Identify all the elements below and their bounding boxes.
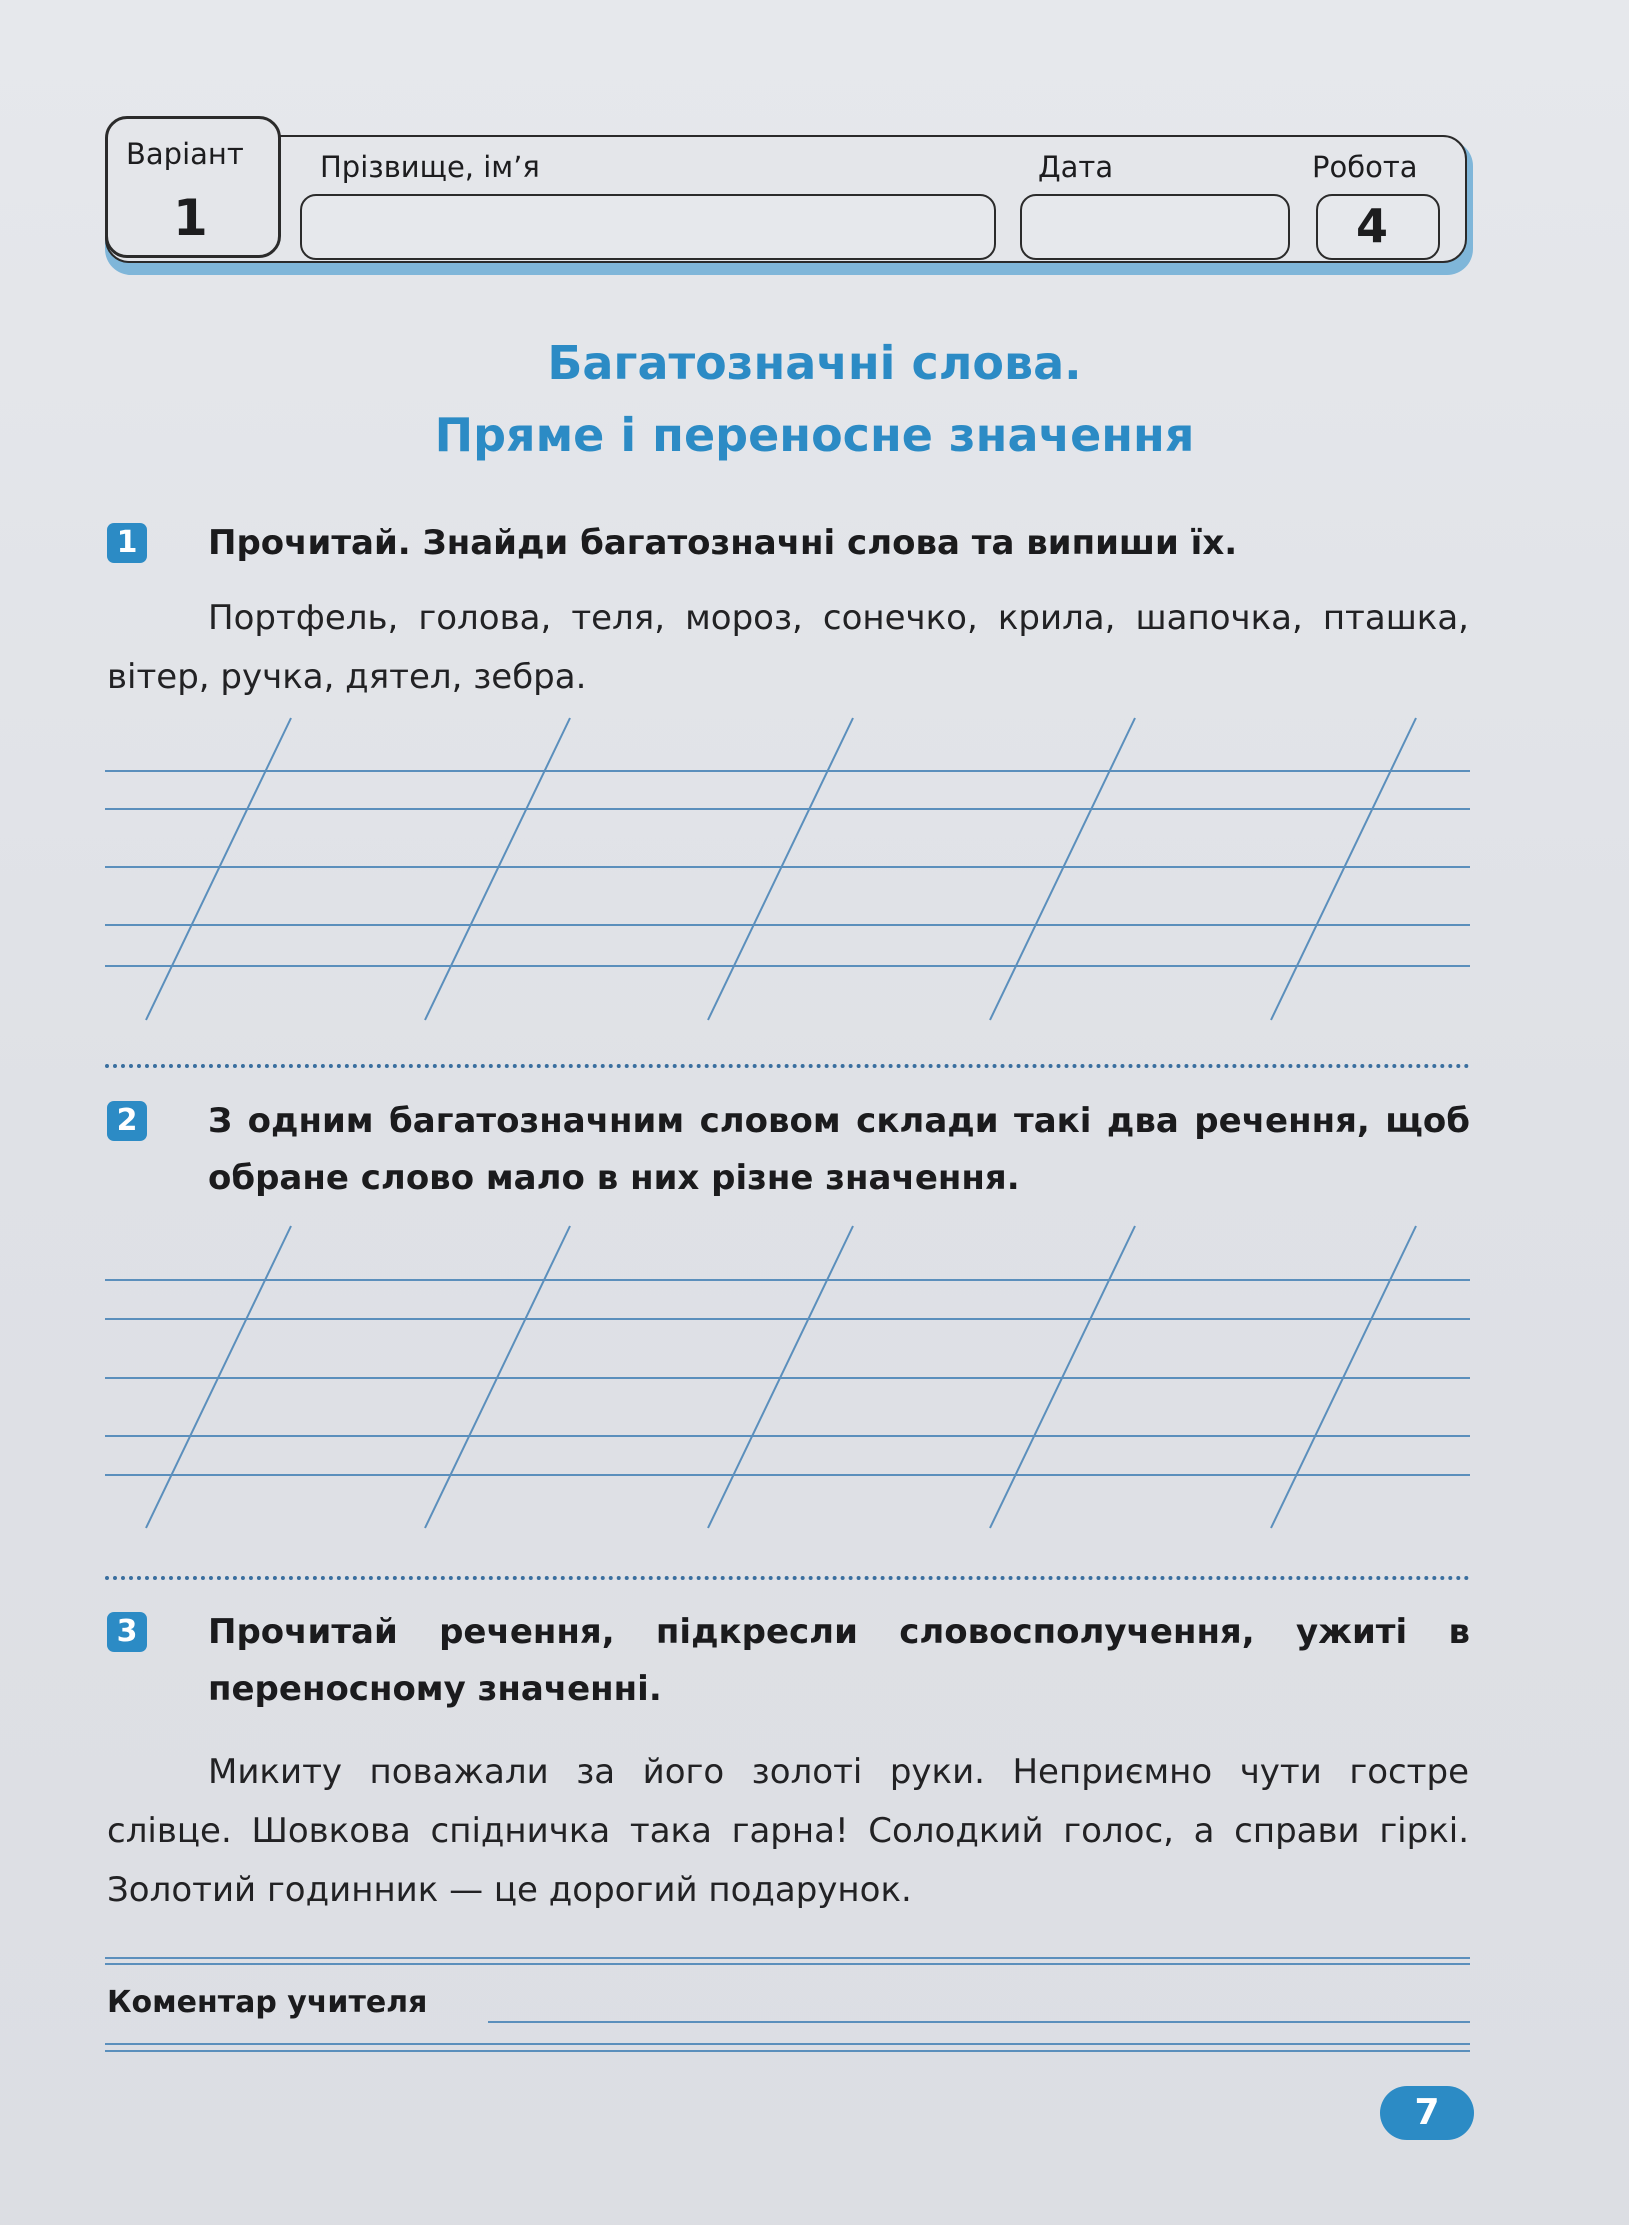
- task-3-instruction: Прочитай речення, підкресли словосполучення, ужиті в переносному значенні.: [208, 1612, 1470, 1709]
- page-title-line-2: Пряме і переносне значення: [434, 408, 1195, 462]
- teacher-comment-label: Коментар учителя: [107, 1985, 428, 2020]
- task-1-instruction: Прочитай. Знайди багатозначні слова та випиши їх.: [208, 523, 1238, 563]
- task-1-badge: 1: [107, 523, 147, 563]
- page-title-line-1: Багатозначні слова.: [547, 336, 1082, 390]
- writing-line[interactable]: [105, 1377, 1470, 1379]
- name-label: Прізвище, ім’я: [320, 150, 540, 184]
- slant-line: [146, 718, 291, 1020]
- variant-number: 1: [173, 189, 208, 247]
- writing-line[interactable]: [105, 1435, 1470, 1437]
- slant-line: [708, 718, 853, 1020]
- teacher-comment-field[interactable]: [488, 2021, 1470, 2023]
- page-number-badge: 7: [1380, 2086, 1474, 2140]
- dotted-divider: [105, 1576, 1470, 1580]
- task-3-badge: 3: [107, 1612, 147, 1652]
- footer-top-line: [105, 1963, 1470, 1965]
- footer-bottom-line: [105, 2050, 1470, 2052]
- slant-line: [425, 718, 570, 1020]
- task-2-instruction: З одним багатозначним словом склади такі два речення, щоб обране слово мало в них різне значення.: [208, 1101, 1470, 1198]
- task-2-badge: 2: [107, 1101, 147, 1141]
- writing-line[interactable]: [105, 1474, 1470, 1476]
- writing-line[interactable]: [105, 1279, 1470, 1281]
- footer-top-line: [105, 1957, 1470, 1959]
- writing-line[interactable]: [105, 1318, 1470, 1320]
- slant-line: [990, 718, 1135, 1020]
- footer-bottom-line: [105, 2043, 1470, 2045]
- work-label: Робота: [1312, 150, 1418, 184]
- slant-line: [1271, 718, 1416, 1020]
- variant-label: Варіант: [126, 137, 244, 171]
- task-1-text: Портфель, голова, теля, мороз, сонечко, крила, шапочка, пташка, вітер, ручка, дятел, зебра.: [107, 598, 1469, 697]
- dotted-divider: [105, 1064, 1470, 1068]
- date-label: Дата: [1038, 150, 1114, 184]
- task-3-text: Микиту поважали за його золоті руки. Неприємно чути гостре слівце. Шовкова спідничка така гарна! Солодкий голос, а справи гіркі. Золотий годинник — це дорогий подарунок.: [107, 1752, 1469, 1910]
- work-number: 4: [1356, 199, 1389, 253]
